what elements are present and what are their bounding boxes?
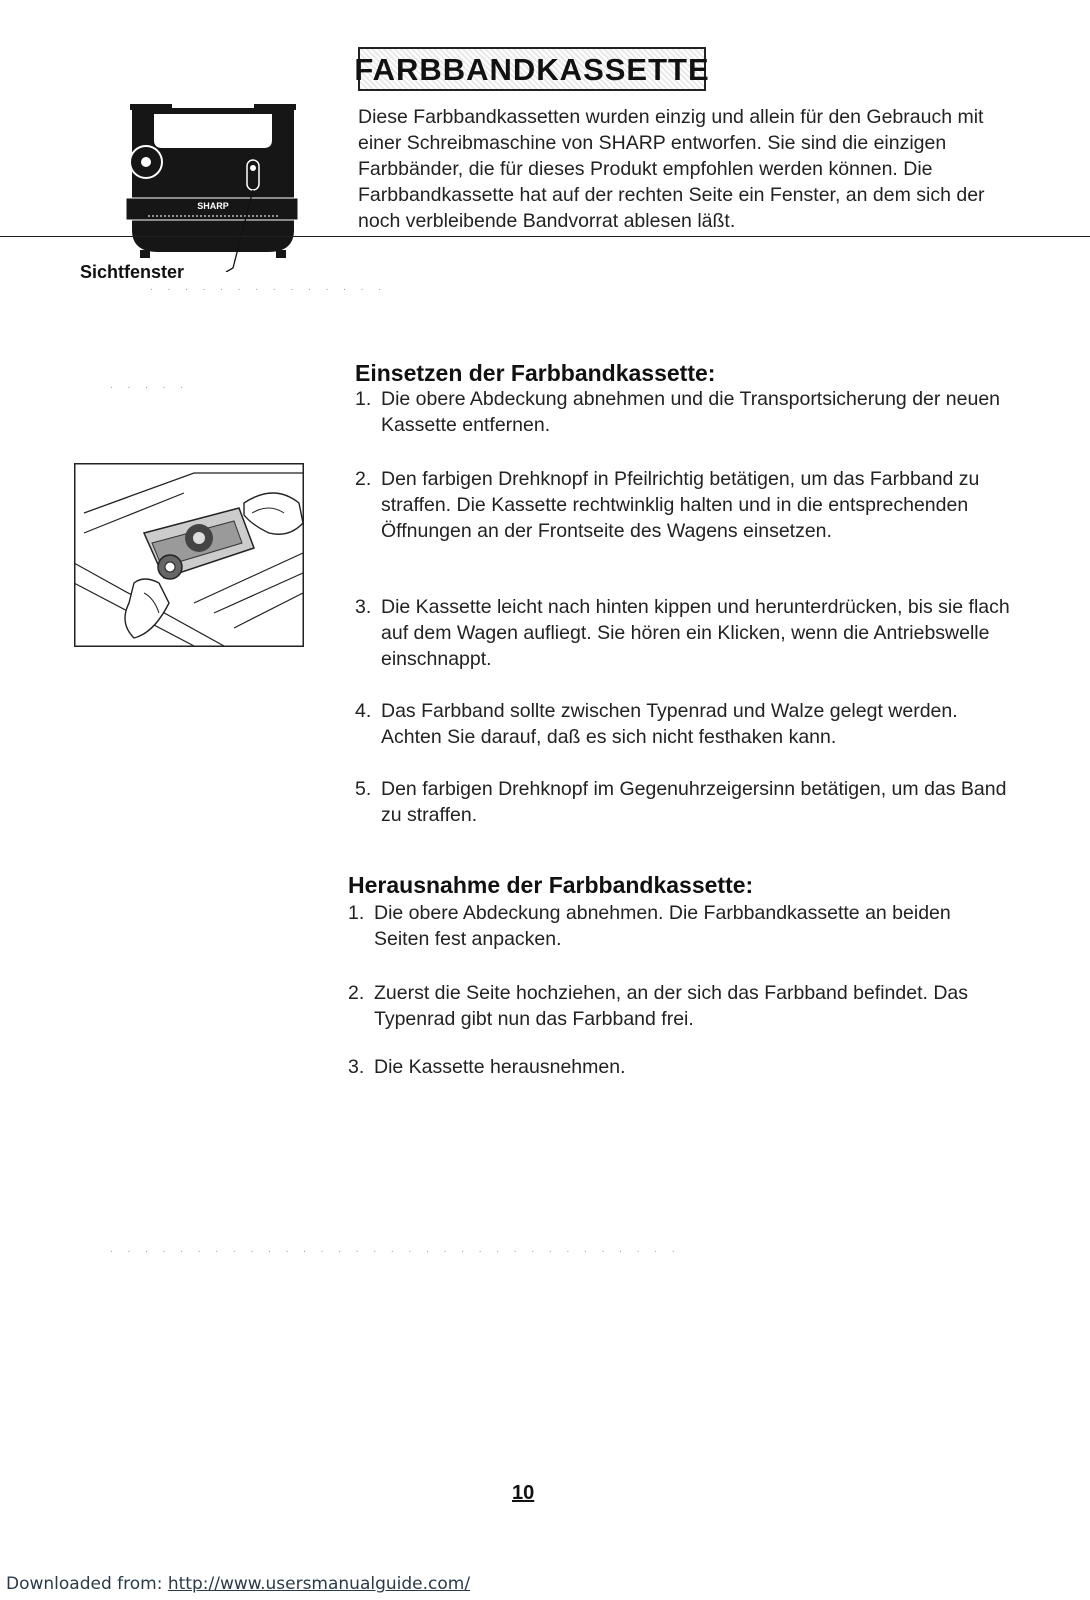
insert-step (355, 466, 1015, 544)
remove-step (348, 980, 1008, 1032)
step-text: Den farbigen Drehknopf im Gegenuhrzeigersinn betätigen, um das Band zu straffen. (381, 778, 1007, 826)
step-text: Die Kassette leicht nach hinten kippen und herunterdrücken, bis sie flach auf dem Wagen aufliegt. Sie hören ein Klicken, wenn die Antriebswelle einschnappt. (381, 596, 1010, 670)
scan-noise: . . . . . . . . . . . . . . . . . . . . . . . . . . . . . . . . . (110, 1244, 681, 1255)
scan-noise: . . . . . . . . . . . . . . (150, 282, 388, 293)
step-text: Die obere Abdeckung abnehmen und die Transportsicherung der neuen Kassette entfernen. (381, 388, 1001, 436)
footer-link[interactable]: http://www.usersmanualguide.com/ (167, 1574, 471, 1594)
remove-step (348, 1054, 1008, 1080)
intro-paragraph: Diese Farbbandkassetten wurden einzig und allein für den Gebrauch mit einer Schreibmaschine von SHARP entworfen. Sie sind die einzigen Farbbänder, die für dieses Produkt empfohlen werden können. Die Farbbandkassette hat auf der rechten Seite ein Fenster, an dem sich der noch verbleibende Bandvorrat ablesen läßt. (358, 106, 985, 232)
brand-label: SHARP (197, 201, 229, 211)
section-heading-insert: Einsetzen der Farbbandkassette: (355, 360, 716, 386)
step-number: 1. (355, 388, 372, 410)
step-number: 3. (348, 1056, 365, 1078)
insert-step (355, 698, 1015, 750)
insert-step (355, 776, 1015, 828)
footer-download-note (6, 1574, 470, 1594)
horizontal-rule (0, 236, 1090, 237)
page-title-box (354, 47, 710, 91)
insert-step (355, 594, 1015, 672)
step-text: Die obere Abdeckung abnehmen. Die Farbbandkassette an beiden Seiten fest anpacken. (374, 902, 951, 950)
cassette-insertion-illustration (74, 463, 304, 647)
step-number: 4. (355, 700, 372, 722)
section-heading-remove: Herausnahme der Farbbandkassette: (348, 872, 754, 898)
page-title: FARBBANDKASSETTE (354, 51, 710, 87)
step-text: Zuerst die Seite hochziehen, an der sich das Farbband befindet. Das Typenrad gibt nun das Farbband frei. (374, 982, 969, 1030)
insert-step (355, 386, 1015, 438)
remove-step (348, 900, 1008, 952)
footer-prefix: Downloaded from: (6, 1574, 168, 1594)
callout-label-sichtfenster: Sichtfenster (80, 262, 185, 282)
step-number: 1. (348, 902, 365, 924)
step-text: Das Farbband sollte zwischen Typenrad und Walze gelegt werden. Achten Sie darauf, daß es sich nicht festhaken kann. (381, 700, 958, 748)
step-number: 3. (355, 596, 372, 618)
step-number: 5. (355, 778, 372, 800)
step-text: Die Kassette herausnehmen. (374, 1056, 626, 1078)
page-number: 10 (512, 1482, 535, 1504)
step-number: 2. (355, 468, 372, 490)
step-number: 2. (348, 982, 365, 1004)
ribbon-cassette-illustration (118, 100, 308, 272)
step-text: Den farbigen Drehknopf in Pfeilrichtig betätigen, um das Farbband zu straffen. Die Kassette rechtwinklig halten und in die entsprechenden Öffnungen an der Frontseite des Wagens einsetzen. (381, 468, 980, 542)
scan-noise: . . . . . (110, 380, 190, 391)
